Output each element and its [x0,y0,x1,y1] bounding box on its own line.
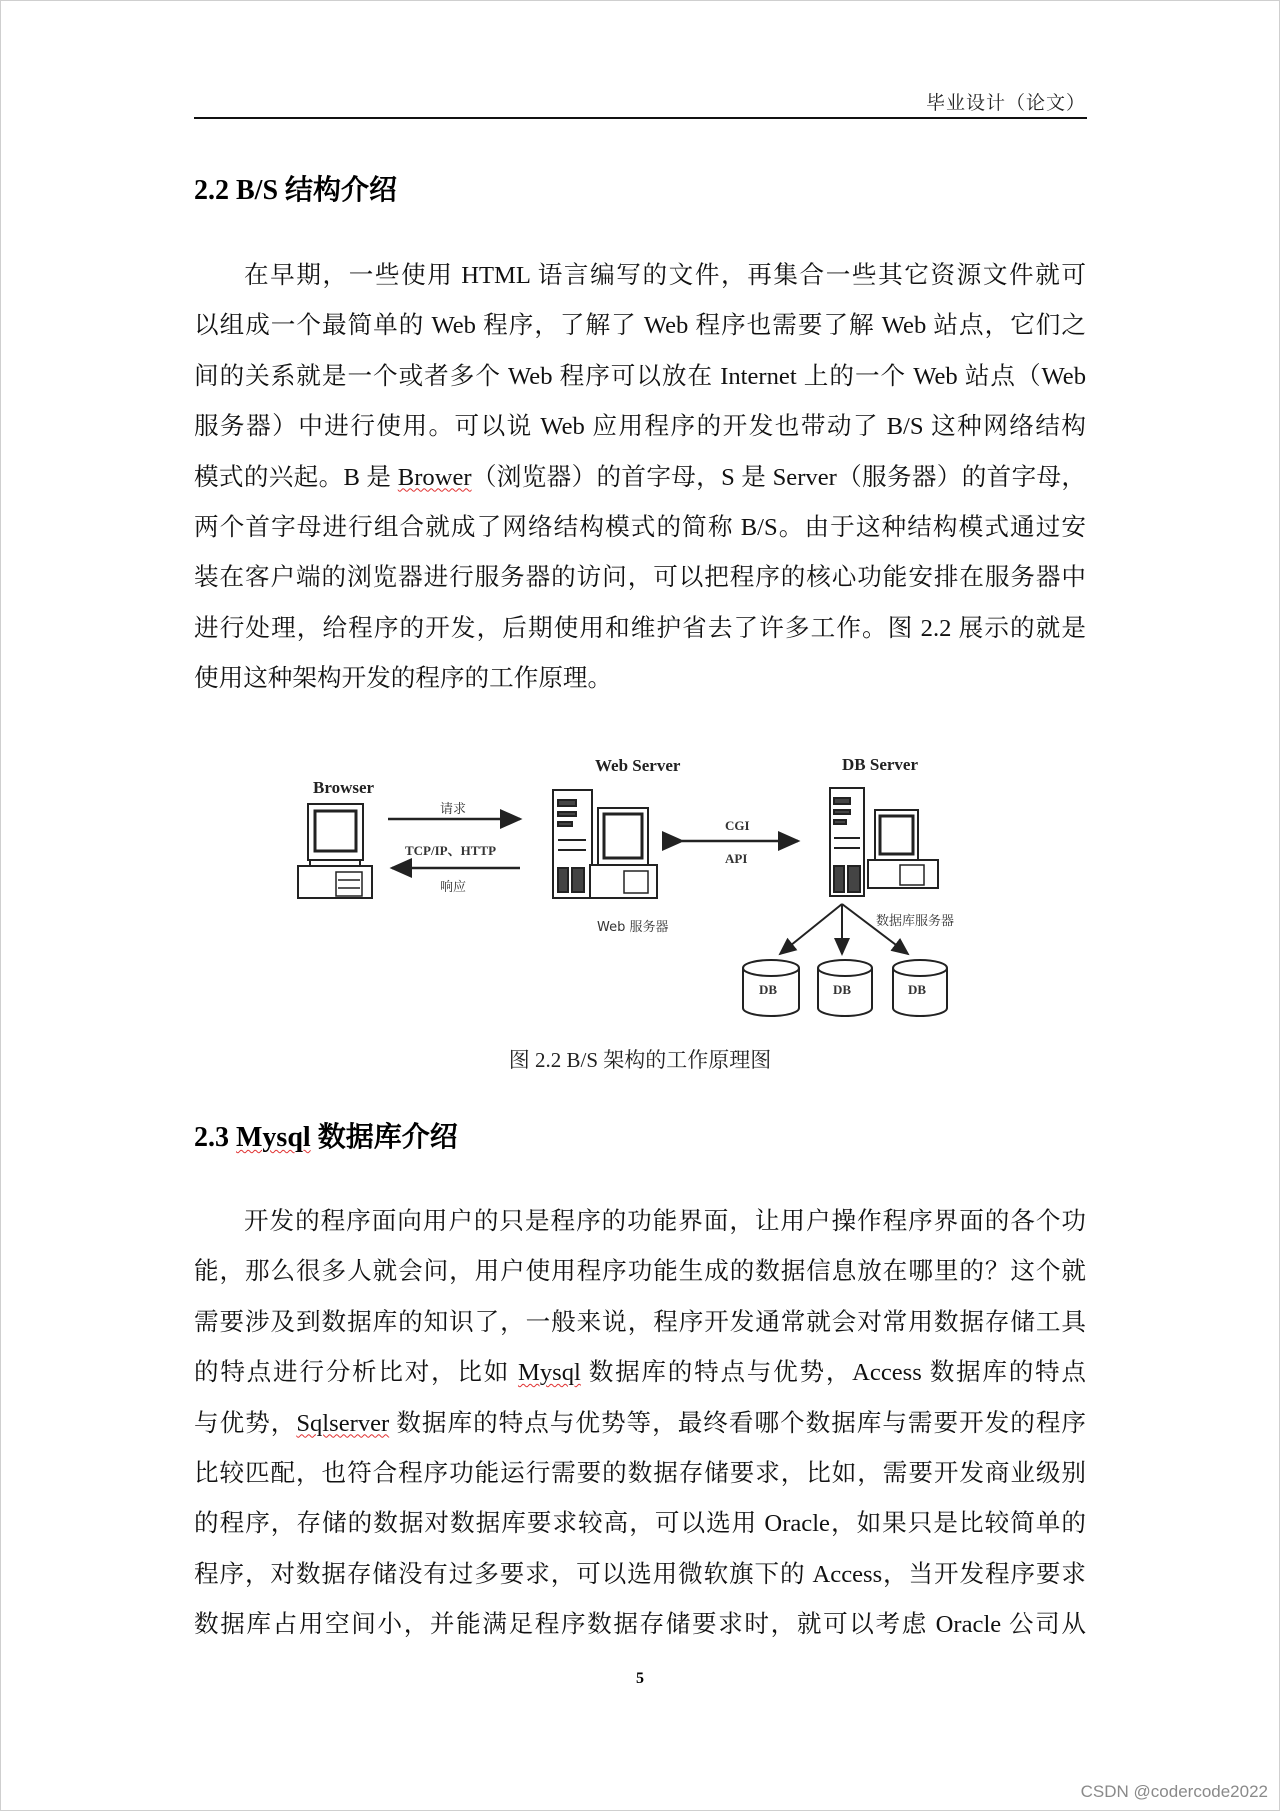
text-line: 程序，对数据存储没有过多要求，可以选用微软旗下的 Access，当开发程序要求 [194,1560,1086,1588]
text-line: 以组成一个最简单的 Web 程序，了解了 Web 程序也需要了解 Web 站点，它们之 [194,312,1086,340]
heading-segment: 2.3 [194,1122,236,1153]
db-server-icon [830,788,938,896]
spellcheck-word: Mysql [517,1359,581,1387]
text-line: 间的关系就是一个或者多个 Web 程序可以放在 Internet 上的一个 Web 站点（Web [194,362,1086,390]
csdn-watermark: CSDN @codercode2022 [1080,1782,1268,1801]
text-line: 能，那么很多人就会问，用户使用程序功能生成的数据信息放在哪里的？这个就 [194,1258,1086,1286]
text-line: 进行处理，给程序的开发，后期使用和维护省去了许多工作。图 2.2 展示的就是 [194,614,1086,642]
text-line [194,1399,1086,1449]
text-line [194,453,1086,503]
header-rule [194,117,1087,119]
web-server-icon [553,790,657,898]
paragraph-bs-intro [194,251,1086,705]
heading-segment: 数据库介绍 [310,1122,458,1153]
db-server-label: DB Server [842,755,919,774]
browser-label: Browser [313,778,375,797]
spellcheck-word: Mysql [236,1122,311,1153]
text-line: 在早期，一些使用 HTML 语言编写的文件，再集合一些其它资源文件就可 [244,262,1086,289]
text-line: 开发的程序面向用户的只是程序的功能界面，让用户操作程序界面的各个功 [244,1208,1086,1235]
running-header: 毕业设计（论文） [925,93,1086,114]
text-line [194,1348,1086,1398]
api-label: API [725,851,748,866]
text-line: 装在客户端的浏览器进行服务器的访问，可以把程序的核心功能安排在服务器中 [194,564,1086,592]
db-server-cn-label: 数据库服务器 [876,914,955,929]
text-line: 比较匹配，也符合程序功能运行需要的数据存储要求，比如，需要开发商业级别 [194,1459,1086,1487]
spellcheck-word: Brower [397,463,472,491]
section-heading-2-2: 2.2 B/S 结构介绍 [194,175,398,206]
db-arrow [780,904,842,954]
section-heading-2-3 [194,1115,458,1155]
text-segment: 数据库的特点与优势，Access 数据库的特点 [580,1359,1086,1387]
response-label: 响应 [440,880,467,895]
spellcheck-word: Sqlserver [296,1409,390,1437]
db-label: DB [833,982,852,997]
figure-caption: 图 2.2 B/S 架构的工作原理图 [508,1048,772,1072]
page-number: 5 [636,1670,644,1687]
browser-computer-icon [298,804,372,898]
text-segment: 模式的兴起。B 是 [194,463,398,491]
text-segment: 的特点进行分析比对，比如 [194,1359,518,1387]
text-line: 的程序，存储的数据对数据库要求较高，可以选用 Oracle，如果只是比较简单的 [194,1510,1086,1538]
db-label: DB [759,982,778,997]
text-segment: 与优势， [194,1409,297,1437]
text-segment: （浏览器）的首字母，S 是 Server（服务器）的首字母， [471,463,1087,491]
cgi-label: CGI [725,818,750,833]
protocol-label: TCP/IP、HTTP [405,843,497,858]
text-line: 服务器）中进行使用。可以说 Web 应用程序的开发也带动了 B/S 这种网络结构 [194,413,1086,441]
architecture-diagram [280,750,1000,1030]
text-line: 两个首字母进行组合就成了网络结构模式的简称 B/S。由于这种结构模式通过安 [194,513,1086,541]
text-segment: 数据库的特点与优势等，最终看哪个数据库与需要开发的程序 [389,1409,1086,1437]
text-line: 需要涉及到数据库的知识了，一般来说，程序开发通常就会对常用数据存储工具 [194,1308,1086,1336]
text-line: 使用这种架构开发的程序的工作原理。 [194,665,613,693]
bs-architecture-figure [280,750,1000,1030]
db-label: DB [908,982,927,997]
web-server-label: Web Server [595,756,681,775]
request-label: 请求 [440,802,467,817]
text-line: 数据库占用空间小，并能满足程序数据存储要求时，就可以考虑 Oracle 公司从 [194,1611,1086,1639]
paragraph-mysql-intro [194,1197,1086,1651]
web-server-cn-label: Web 服务器 [597,920,669,935]
